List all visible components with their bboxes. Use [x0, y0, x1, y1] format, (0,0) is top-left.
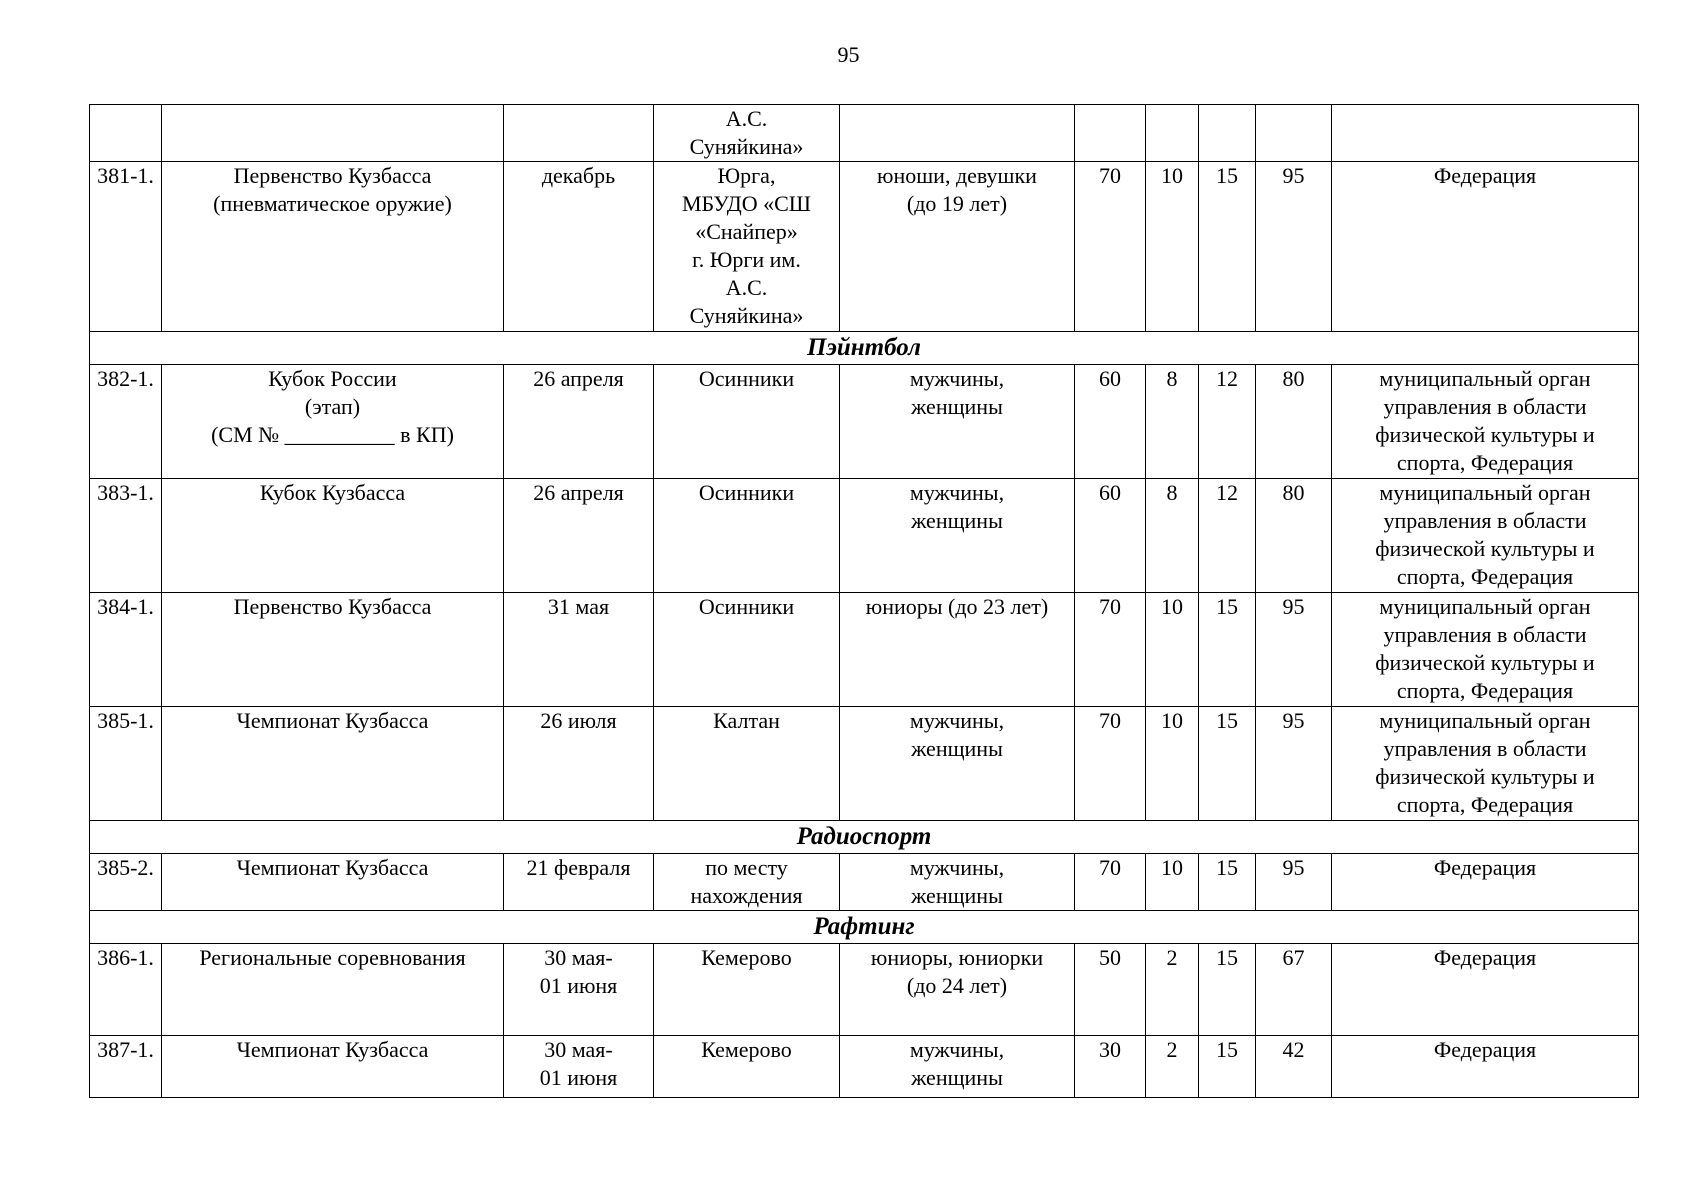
- cell-line: А.С.: [725, 275, 768, 300]
- cell-line: Федерация: [1433, 1037, 1537, 1062]
- count-c2: 2: [1146, 944, 1199, 1036]
- count-c2: 2: [1146, 1036, 1199, 1098]
- event-date: [504, 105, 654, 162]
- section-title: Радиоспорт: [90, 821, 1639, 854]
- event-date: [504, 707, 654, 821]
- event-name: [162, 854, 504, 911]
- cell-line: муниципальный орган: [1379, 708, 1591, 733]
- section-row: [90, 911, 1639, 944]
- cell-line: управления в области: [1383, 394, 1587, 419]
- count-c1: 70: [1075, 707, 1146, 821]
- count-c1: 60: [1075, 365, 1146, 479]
- cell-line: юниоры, юниорки: [870, 945, 1044, 970]
- event-date: [504, 854, 654, 911]
- count-c2: 8: [1146, 479, 1199, 593]
- cell-line: управления в области: [1383, 622, 1587, 647]
- cell-line: г. Юрги им.: [692, 247, 801, 272]
- cell-line: Юрга,: [717, 163, 776, 188]
- count-c4: 80: [1256, 479, 1332, 593]
- event-organizer: [1332, 593, 1639, 707]
- count-c4: 95: [1256, 707, 1332, 821]
- event-name: [162, 105, 504, 162]
- cell-line: Осинники: [698, 366, 795, 391]
- count-c1: [1075, 105, 1146, 162]
- events-table: [89, 104, 1639, 1098]
- event-participants: [840, 854, 1075, 911]
- event-name: [162, 479, 504, 593]
- table-row: [90, 593, 1639, 707]
- event-participants: [840, 105, 1075, 162]
- event-place: [654, 944, 840, 1036]
- cell-line: женщины: [911, 736, 1003, 761]
- event-participants: [840, 365, 1075, 479]
- cell-line: 30 мая-: [544, 945, 613, 970]
- cell-line: физической культуры и: [1375, 422, 1595, 447]
- count-c1: 70: [1075, 162, 1146, 332]
- cell-line: Региональные соревнования: [199, 945, 466, 970]
- cell-line: спорта, Федерация: [1396, 792, 1574, 817]
- cell-line: нахождения: [690, 883, 803, 908]
- cell-line: 26 апреля: [533, 480, 624, 505]
- event-place: [654, 1036, 840, 1098]
- cell-line: спорта, Федерация: [1396, 678, 1574, 703]
- event-organizer: [1332, 944, 1639, 1036]
- cell-line: Суняйкина»: [689, 303, 804, 328]
- cell-line: Федерация: [1433, 945, 1537, 970]
- count-c2: 10: [1146, 854, 1199, 911]
- cell-line: управления в области: [1383, 508, 1587, 533]
- section-row: [90, 821, 1639, 854]
- event-name: [162, 593, 504, 707]
- count-c3: 15: [1199, 854, 1256, 911]
- cell-line: 31 мая: [547, 594, 610, 619]
- event-date: [504, 944, 654, 1036]
- row-number: [90, 105, 162, 162]
- cell-line: женщины: [911, 394, 1003, 419]
- event-participants: [840, 1036, 1075, 1098]
- row-number: 381-1.: [90, 162, 162, 332]
- cell-line: Суняйкина»: [689, 134, 804, 159]
- count-c3: 15: [1199, 707, 1256, 821]
- table-row: [90, 162, 1639, 332]
- section-row: [90, 332, 1639, 365]
- cell-line: мужчины,: [909, 855, 1005, 880]
- row-number: 385-2.: [90, 854, 162, 911]
- event-place: [654, 162, 840, 332]
- count-c3: [1199, 105, 1256, 162]
- count-c2: 8: [1146, 365, 1199, 479]
- cell-line: Осинники: [698, 480, 795, 505]
- row-number: 383-1.: [90, 479, 162, 593]
- event-place: [654, 593, 840, 707]
- cell-line: (до 19 лет): [906, 191, 1008, 216]
- cell-line: муниципальный орган: [1379, 366, 1591, 391]
- event-place: [654, 365, 840, 479]
- cell-line: 01 июня: [539, 1065, 618, 1090]
- cell-line: (СМ № __________ в КП): [211, 422, 454, 447]
- count-c3: 12: [1199, 365, 1256, 479]
- table-row: [90, 365, 1639, 479]
- table-row: [90, 944, 1639, 1036]
- cell-line: (пневматическое оружие): [213, 191, 452, 216]
- cell-line: мужчины,: [909, 708, 1005, 733]
- cell-line: Чемпионат Кузбасса: [236, 1037, 429, 1062]
- count-c3: 15: [1199, 944, 1256, 1036]
- count-c1: 30: [1075, 1036, 1146, 1098]
- cell-line: Федерация: [1433, 855, 1537, 880]
- cell-line: мужчины,: [909, 480, 1005, 505]
- count-c4: 95: [1256, 854, 1332, 911]
- row-number: 384-1.: [90, 593, 162, 707]
- cell-line: 26 июля: [540, 708, 617, 733]
- cell-line: муниципальный орган: [1379, 480, 1591, 505]
- cell-line: муниципальный орган: [1379, 594, 1591, 619]
- count-c4: [1256, 105, 1332, 162]
- row-number: 385-1.: [90, 707, 162, 821]
- count-c4: 80: [1256, 365, 1332, 479]
- cell-line: юниоры (до 23 лет): [865, 594, 1049, 619]
- cell-line: Кубок России: [268, 366, 397, 391]
- cell-line: декабрь: [541, 163, 616, 188]
- cell-line: физической культуры и: [1375, 650, 1595, 675]
- event-place: [654, 707, 840, 821]
- cell-line: Федерация: [1433, 163, 1537, 188]
- event-participants: [840, 593, 1075, 707]
- section-title: Пэйнтбол: [90, 332, 1639, 365]
- event-organizer: [1332, 1036, 1639, 1098]
- table-row: [90, 479, 1639, 593]
- cell-line: 01 июня: [539, 973, 618, 998]
- event-date: [504, 479, 654, 593]
- event-place: [654, 854, 840, 911]
- event-organizer: [1332, 162, 1639, 332]
- table-row: [90, 707, 1639, 821]
- count-c3: 15: [1199, 1036, 1256, 1098]
- cell-line: Кубок Кузбасса: [259, 480, 406, 505]
- row-number: 382-1.: [90, 365, 162, 479]
- count-c4: 67: [1256, 944, 1332, 1036]
- cell-line: Чемпионат Кузбасса: [236, 855, 429, 880]
- event-organizer: [1332, 105, 1639, 162]
- table-row: [90, 854, 1639, 911]
- cell-line: МБУДО «СШ: [681, 191, 812, 216]
- cell-line: управления в области: [1383, 736, 1587, 761]
- count-c4: 95: [1256, 162, 1332, 332]
- count-c3: 15: [1199, 593, 1256, 707]
- event-organizer: [1332, 854, 1639, 911]
- event-date: [504, 593, 654, 707]
- cell-line: женщины: [911, 883, 1003, 908]
- count-c1: 70: [1075, 854, 1146, 911]
- event-name: [162, 944, 504, 1036]
- event-date: [504, 365, 654, 479]
- cell-line: физической культуры и: [1375, 764, 1595, 789]
- event-organizer: [1332, 707, 1639, 821]
- count-c2: [1146, 105, 1199, 162]
- count-c4: 42: [1256, 1036, 1332, 1098]
- count-c2: 10: [1146, 162, 1199, 332]
- cell-line: женщины: [911, 508, 1003, 533]
- count-c1: 50: [1075, 944, 1146, 1036]
- row-number: 387-1.: [90, 1036, 162, 1098]
- event-name: [162, 1036, 504, 1098]
- count-c1: 60: [1075, 479, 1146, 593]
- cell-line: спорта, Федерация: [1396, 564, 1574, 589]
- cell-line: Кемерово: [701, 1037, 792, 1062]
- cell-line: юноши, девушки: [877, 163, 1037, 188]
- event-place: [654, 479, 840, 593]
- event-name: [162, 707, 504, 821]
- count-c2: 10: [1146, 707, 1199, 821]
- event-date: [504, 162, 654, 332]
- event-participants: [840, 707, 1075, 821]
- count-c3: 12: [1199, 479, 1256, 593]
- count-c3: 15: [1199, 162, 1256, 332]
- count-c4: 95: [1256, 593, 1332, 707]
- page-number: 95: [837, 42, 860, 67]
- cell-line: по месту: [705, 855, 788, 880]
- event-organizer: [1332, 365, 1639, 479]
- event-date: [504, 1036, 654, 1098]
- cell-line: женщины: [911, 1065, 1003, 1090]
- cell-line: 26 апреля: [533, 366, 624, 391]
- cell-line: А.С.: [725, 106, 768, 131]
- event-participants: [840, 479, 1075, 593]
- count-c2: 10: [1146, 593, 1199, 707]
- cell-line: мужчины,: [909, 366, 1005, 391]
- cell-line: Первенство Кузбасса: [233, 163, 432, 188]
- section-title: Рафтинг: [90, 911, 1639, 944]
- cell-line: физической культуры и: [1375, 536, 1595, 561]
- cell-line: Чемпионат Кузбасса: [236, 708, 429, 733]
- count-c1: 70: [1075, 593, 1146, 707]
- cell-line: «Снайпер»: [695, 219, 798, 244]
- event-organizer: [1332, 479, 1639, 593]
- cell-line: (этап): [304, 394, 361, 419]
- cell-line: 21 февраля: [526, 855, 631, 880]
- table-row: [90, 105, 1639, 162]
- event-participants: [840, 162, 1075, 332]
- cell-line: (до 24 лет): [906, 973, 1008, 998]
- row-number: 386-1.: [90, 944, 162, 1036]
- cell-line: Осинники: [698, 594, 795, 619]
- event-place: [654, 105, 840, 162]
- cell-line: мужчины,: [909, 1037, 1005, 1062]
- event-name: [162, 365, 504, 479]
- event-name: [162, 162, 504, 332]
- cell-line: спорта, Федерация: [1396, 450, 1574, 475]
- table-row: [90, 1036, 1639, 1098]
- event-participants: [840, 944, 1075, 1036]
- cell-line: Калтан: [713, 708, 780, 733]
- cell-line: Кемерово: [701, 945, 792, 970]
- cell-line: 30 мая-: [544, 1037, 613, 1062]
- cell-line: Первенство Кузбасса: [233, 594, 432, 619]
